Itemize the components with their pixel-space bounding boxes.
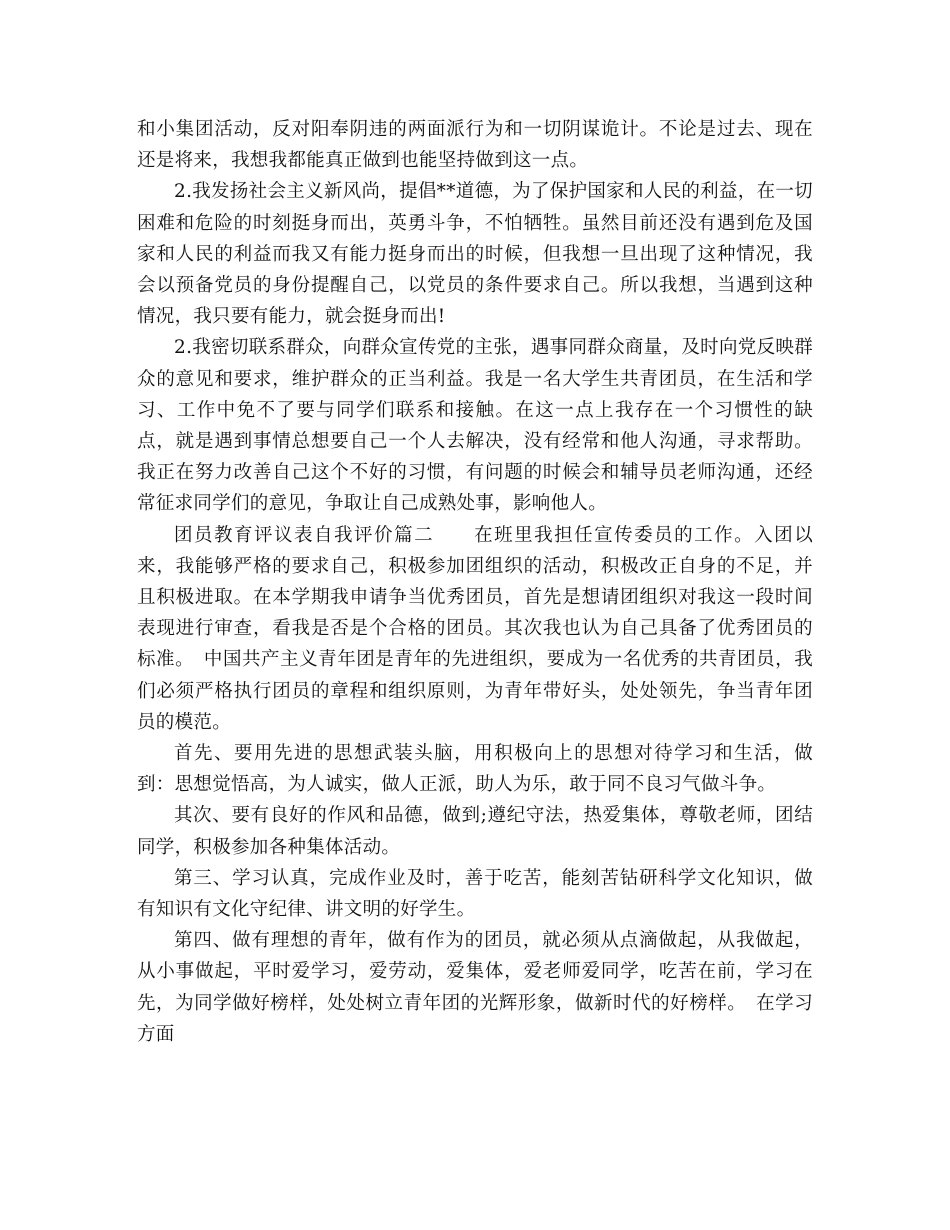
- paragraph-8: 第四、做有理想的青年，做有作为的团员，就必须从点滴做起，从我做起，从小事做起，平时爱学习，爱劳动，爱集体，爱老师爱同学，吃苦在前，学习在先，为同学做好榜样，处处树立青年团的光辉形象，做新时代的好榜样。 在学习方面: [137, 930, 813, 1045]
- document-body: [137, 114, 813, 1050]
- paragraph-6: 其次、要有良好的作风和品德，做到;遵纪守法，热爱集体，尊敬老师，团结同学，积极参加各种集体活动。: [137, 805, 813, 858]
- paragraph-2: 2.我发扬社会主义新风尚，提倡**道德，为了保护国家和人民的利益，在一切困难和危险的时刻挺身而出，英勇斗争，不怕牺牲。虽然目前还没有遇到危及国家和人民的利益而我又有能力挺身而出的时候，但我想一旦出现了这种情况，我会以预备党员的身份提醒自己，以党员的条件要求自己。所以我想，当遇到这种情况，我只要有能力，就会挺身而出!: [137, 181, 813, 328]
- paragraph-5: 首先、要用先进的思想武装头脑，用积极向上的思想对待学习和生活，做到：思想觉悟高，为人诚实，做人正派，助人为乐，敢于同不良习气做斗争。: [137, 743, 813, 796]
- paragraph-4: 团员教育评议表自我评价篇二 在班里我担任宣传委员的工作。入团以来，我能够严格的要求自己，积极参加团组织的活动，积极改正自身的不足，并且积极进取。在本学期我申请争当优秀团员，首先是想请团组织对我这一段时间表现进行审查，看我是否是个合格的团员。其次我也认为自己具备了优秀团员的标准。 中国共产主义青年团是青年的先进组织，要成为一名优秀的共青团员，我们必须严格执行团员的章程和组织原则，为青年带好头，处处领先，争当青年团员的模范。: [137, 524, 813, 733]
- paragraph-3: 2.我密切联系群众，向群众宣传党的主张，遇事同群众商量，及时向党反映群众的意见和要求，维护群众的正当利益。我是一名大学生共青团员，在生活和学习、工作中免不了要与同学们联系和接触。在这一点上我存在一个习惯性的缺点，就是遇到事情总想要自己一个人去解决，没有经常和他人沟通，寻求帮助。我正在努力改善自己这个不好的习惯，有问题的时候会和辅导员老师沟通，还经常征求同学们的意见，争取让自己成熟处事，影响他人。: [137, 337, 813, 515]
- paragraph-1: 和小集团活动，反对阳奉阴违的两面派行为和一切阴谋诡计。不论是过去、现在还是将来，我想我都能真正做到也能坚持做到这一点。: [137, 119, 813, 172]
- paragraph-7: 第三、学习认真，完成作业及时，善于吃苦，能刻苦钻研科学文化知识，做有知识有文化守纪律、讲文明的好学生。: [137, 867, 813, 921]
